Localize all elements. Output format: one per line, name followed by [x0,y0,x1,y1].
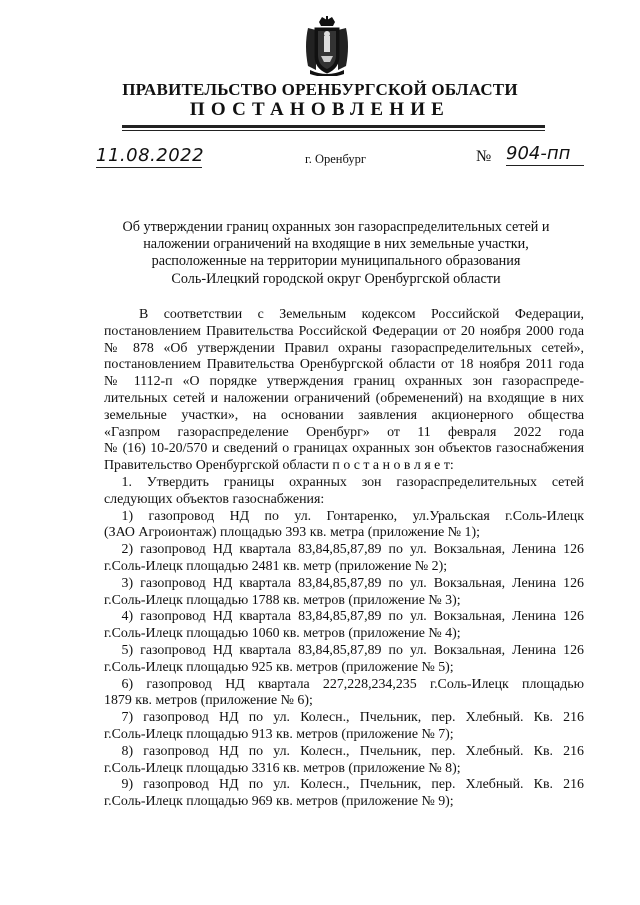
header-rule-thin [122,130,545,131]
body-line: г.Соль-Илецк площадью 1060 кв. метров (приложение № 4); [104,626,461,642]
body-line: 1) газопровод НД по ул. Гонтаренко, ул.Уральская г.Соль-Илецк [121,508,584,524]
body-line: г.Соль-Илецк площадью 1788 кв. метров (приложение № 3); [104,592,461,608]
title-line: Об утверждении границ охранных зон газораспределительных сетей и [122,219,550,235]
body-line: № 1112-п «О порядке утверждения границ охранных зон газораспреде- [104,374,584,390]
body-line: 2) газопровод НД квартала 83,84,85,87,89 по ул. Вокзальная, Ленина 126 [121,542,584,558]
body-line: земельные участки», на основании заявления акционерного общества [104,407,584,423]
body-line: В соответствии с Земельным кодексом Российской Федерации, [139,307,584,322]
document-date: 11.08.2022 [96,145,205,166]
body-line: 1879 кв. метров (приложение № 6); [104,693,313,709]
body-line: 6) газопровод НД квартала 227,228,234,235 г.Соль-Илецк площадью [121,676,584,692]
title-line: расположенные на территории муниципального образования [151,253,521,270]
document-city: г. Оренбург [305,152,366,166]
body-line: 1. Утвердить границы охранных зон газораспределительных сетей [121,474,584,490]
body-line: «Газпром газораспределение Оренбург» от 11 февраля 2022 года [104,424,584,440]
body-line: г.Соль-Илецк площадью 3316 кв. метров (приложение № 8); [104,760,461,776]
header-rule-thick [122,125,545,128]
body-line: (ЗАО Агроионтаж) площадью 393 кв. метра (приложение № 1); [104,525,480,541]
organization-name: ПРАВИТЕЛЬСТВО ОРЕНБУРГСКОЙ ОБЛАСТИ [122,80,518,99]
coat-of-arms-icon [302,16,352,76]
body-line: 7) газопровод НД по ул. Колесн., Пчельник, пер. Хлебный. Кв. 216 [121,710,584,726]
body-line: г.Соль-Илецк площадью 925 кв. метров (приложение № 5); [104,659,454,675]
document-number: 904-пп [506,143,584,166]
body-line: г.Соль-Илецк площадью 2481 кв. метр (приложение № 2); [104,558,448,574]
body-line: 4) газопровод НД квартала 83,84,85,87,89 по ул. Вокзальная, Ленина 126 [121,609,584,625]
body-line: № 878 «Об утверждении Правил охраны газораспределительных сетей», [104,340,584,356]
title-line: Соль-Илецкий городской округ Оренбургской области [171,270,501,287]
body-line: постановлением Правительства Российской Федерации от 20 ноября 2000 года [104,323,584,339]
body-line: Правительство Оренбургской области п о с т а н о в л я е т: [104,458,454,474]
body-line: г.Соль-Илецк площадью 913 кв. метров (приложение № 7); [104,726,454,742]
body-line: лительных сетей и наложении ограничений (обременений) на входящие в них [104,390,584,406]
title-line: наложении ограничений на входящие в них земельные участки, [143,236,529,253]
body-line: постановлением Правительства Оренбургской области от 18 ноября 2011 года [104,357,584,373]
body-line: г.Соль-Илецк площадью 969 кв. метров (приложение № 9); [104,794,454,810]
body-line: № (16) 10-20/570 и сведений о границах охранных зон объектов газоснабжения [104,441,584,457]
body-line: 9) газопровод НД по ул. Колесн., Пчельник, пер. Хлебный. Кв. 216 [121,777,584,793]
body-line: 3) газопровод НД квартала 83,84,85,87,89 по ул. Вокзальная, Ленина 126 [121,575,584,591]
document-title [96,219,576,288]
body-line: следующих объектов газоснабжения: [104,491,325,507]
body-line: 8) газопровод НД по ул. Колесн., Пчельник, пер. Хлебный. Кв. 216 [121,743,584,759]
body-line: 5) газопровод НД квартала 83,84,85,87,89 по ул. Вокзальная, Ленина 126 [121,642,584,658]
document-type: ПОСТАНОВЛЕНИЕ [189,99,451,120]
document-body [104,307,584,811]
document-number-label: № [476,148,492,165]
